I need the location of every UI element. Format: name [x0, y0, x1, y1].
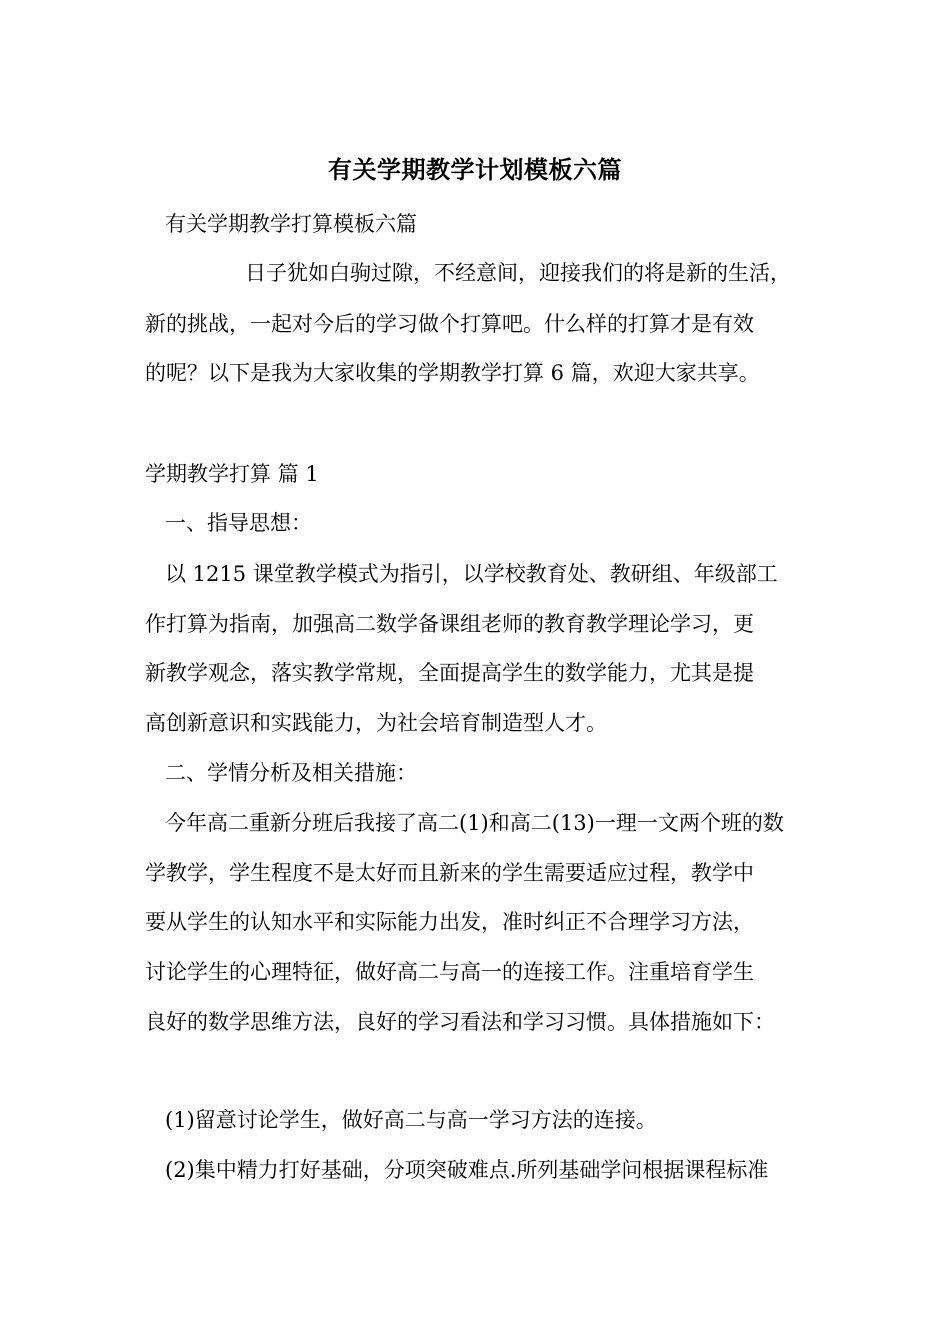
section-heading-analysis: 二、学情分析及相关措施：: [165, 761, 417, 785]
section-title: 学期教学打算 篇 1: [145, 462, 319, 486]
list-item: (1)留意讨论学生，做好高二与高一学习方法的连接。: [165, 1108, 657, 1132]
paragraph-line: 高创新意识和实践能力，为社会培育制造型人才。: [145, 711, 607, 735]
paragraph-line: 良好的数学思维方法，良好的学习看法和学习习惯。具体措施如下：: [145, 1010, 775, 1034]
list-item: (2)集中精力打好基础，分项突破难点.所列基础学问根据课程标准: [165, 1158, 769, 1182]
paragraph-line: 要从学生的认知水平和实际能力出发，准时纠正不合理学习方法，: [145, 910, 754, 934]
document-title: 有关学期教学计划模板六篇: [328, 156, 622, 184]
paragraph-line: 新教学观念，落实教学常规，全面提高学生的数学能力，尤其是提: [145, 661, 754, 685]
paragraph-line: 学教学，学生程度不是太好而且新来的学生需要适应过程，教学中: [145, 861, 754, 885]
paragraph-line: 今年高二重新分班后我接了高二(1)和高二(13)一理一文两个班的数: [165, 811, 784, 835]
intro-line: 新的挑战，一起对今后的学习做个打算吧。什么样的打算才是有效: [145, 312, 754, 336]
section-heading-guiding-thought: 一、指导思想：: [165, 511, 312, 535]
paragraph-line: 以 1215 课堂教学模式为指引，以学校教育处、教研组、年级部工: [165, 562, 778, 586]
intro-line: 的呢？以下是我为大家收集的学期教学打算 6 篇，欢迎大家共享。: [145, 361, 760, 385]
paragraph-line: 作打算为指南，加强高二数学备课组老师的教育教学理论学习，更: [145, 612, 754, 636]
paragraph-line: 讨论学生的心理特征，做好高二与高一的连接工作。注重培育学生: [145, 960, 754, 984]
intro-line: 日子犹如白驹过隙，不经意间，迎接我们的将是新的生活，: [245, 261, 791, 285]
document-subtitle: 有关学期教学打算模板六篇: [165, 212, 417, 236]
